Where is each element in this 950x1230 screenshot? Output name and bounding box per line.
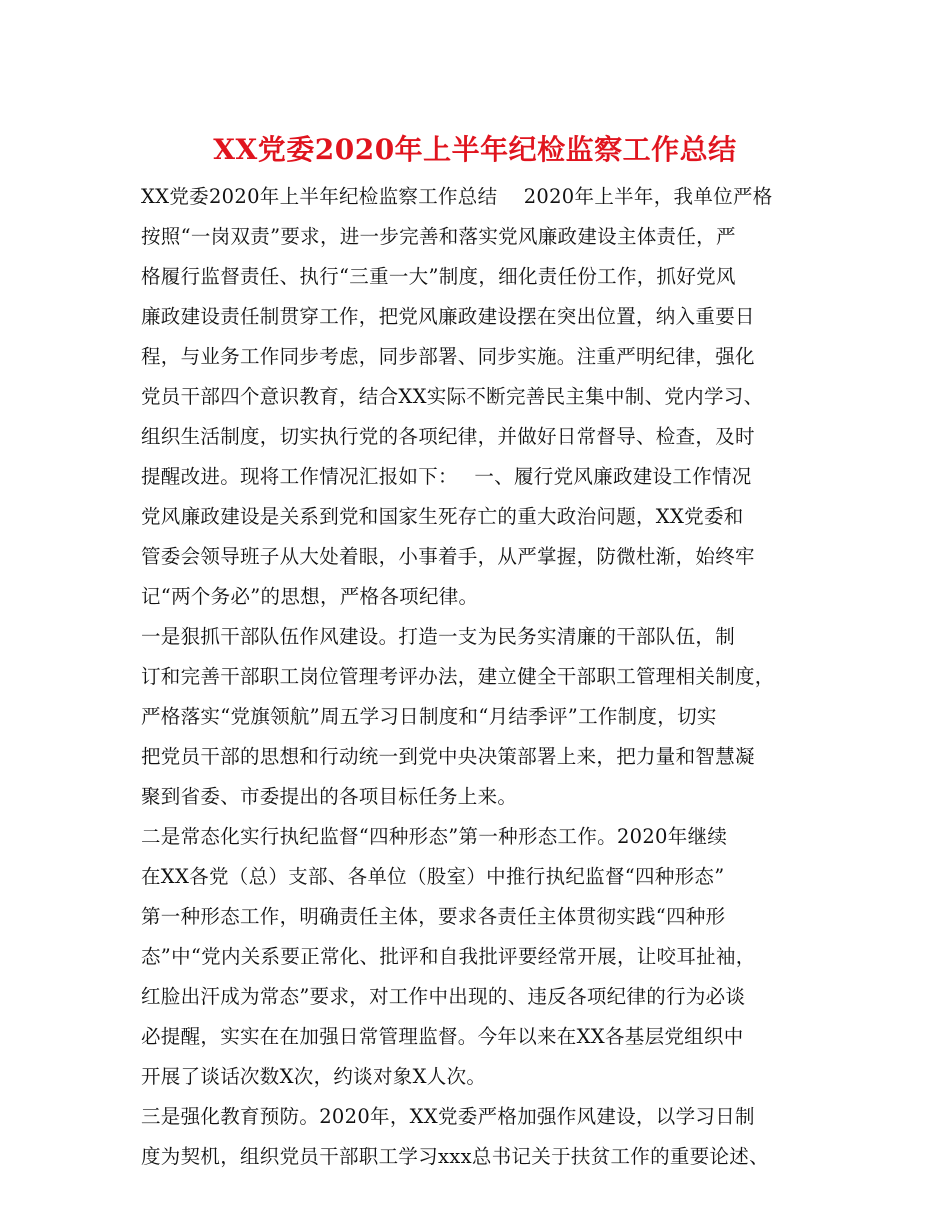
body-text-line: 记“两个务必”的思想，严格各项纪律。: [141, 585, 479, 608]
body-text-line: 廉政建设责任制贯穿工作，把党风廉政建设摆在突出位置，纳入重要日: [141, 305, 755, 328]
body-text-line: 红脸出汗成为常态”要求，对工作中出现的、违反各项纪律的行为必谈: [141, 985, 746, 1008]
body-text-line: 严格落实“党旗领航”周五学习日制度和“月结季评”工作制度，切实: [141, 705, 717, 728]
body-text-line: 在XX各党（总）支部、各单位（股室）中推行执纪监督“四种形态”: [141, 865, 725, 888]
body-text-line: 管委会领导班子从大处着眼，小事着手，从严掌握，防微杜渐，始终牢: [141, 545, 755, 568]
body-text-line: 一是狠抓干部队伍作风建设。打造一支为民务实清廉的干部队伍，制: [141, 625, 736, 648]
document-title: XX党委2020年上半年纪检监察工作总结: [213, 133, 737, 166]
body-text-line: 必提醒，实实在在加强日常管理监督。今年以来在XX各基层党组织中: [141, 1025, 744, 1048]
body-text-line: 格履行监督责任、执行“三重一大”制度，细化责任份工作，抓好党风: [141, 265, 736, 288]
body-text-line: 度为契机，组织党员干部职工学习xxx总书记关于扶贫工作的重要论述、: [141, 1145, 769, 1168]
body-text-line: 二是常态化实行执纪监督“四种形态”第一种形态工作。2020年继续: [141, 825, 728, 848]
body-text-line: 第一种形态工作，明确责任主体，要求各责任主体贯彻实践“四种形: [141, 905, 726, 928]
body-text-line: XX党委2020年上半年纪检监察工作总结 2020年上半年，我单位严格: [141, 185, 773, 208]
body-text-line: 程，与业务工作同步考虑，同步部署、同步实施。注重严明纪律，强化: [141, 345, 755, 368]
body-text-line: 聚到省委、市委提出的各项目标任务上来。: [141, 785, 518, 808]
body-text-line: 把党员干部的思想和行动统一到党中央决策部署上来，把力量和智慧凝: [141, 745, 755, 768]
body-text-line: 订和完善干部职工岗位管理考评办法，建立健全干部职工管理相关制度，: [141, 665, 775, 688]
body-text-line: 态”中“党内关系要正常化、批评和自我批评要经常开展，让咬耳扯袖，: [141, 945, 756, 968]
body-text-line: 组织生活制度，切实执行党的各项纪律，并做好日常督导、检查，及时: [141, 425, 755, 448]
body-text-line: 党员干部四个意识教育，结合XX实际不断完善民主集中制、党内学习、: [141, 385, 764, 408]
document-body: [141, 177, 831, 1177]
body-text-line: 提醒改进。现将工作情况汇报如下： 一、履行党风廉政建设工作情况: [141, 465, 752, 488]
body-text-line: 开展了谈话次数X次，约谈对象X人次。: [141, 1065, 487, 1088]
body-text-line: 党风廉政建设是关系到党和国家生死存亡的重大政治问题，XX党委和: [141, 505, 744, 528]
body-text-line: 三是强化教育预防。2020年，XX党委严格加强作风建设，以学习日制: [141, 1105, 755, 1128]
body-text-line: 按照“一岗双责”要求，进一步完善和落实党风廉政建设主体责任，严: [141, 225, 736, 248]
